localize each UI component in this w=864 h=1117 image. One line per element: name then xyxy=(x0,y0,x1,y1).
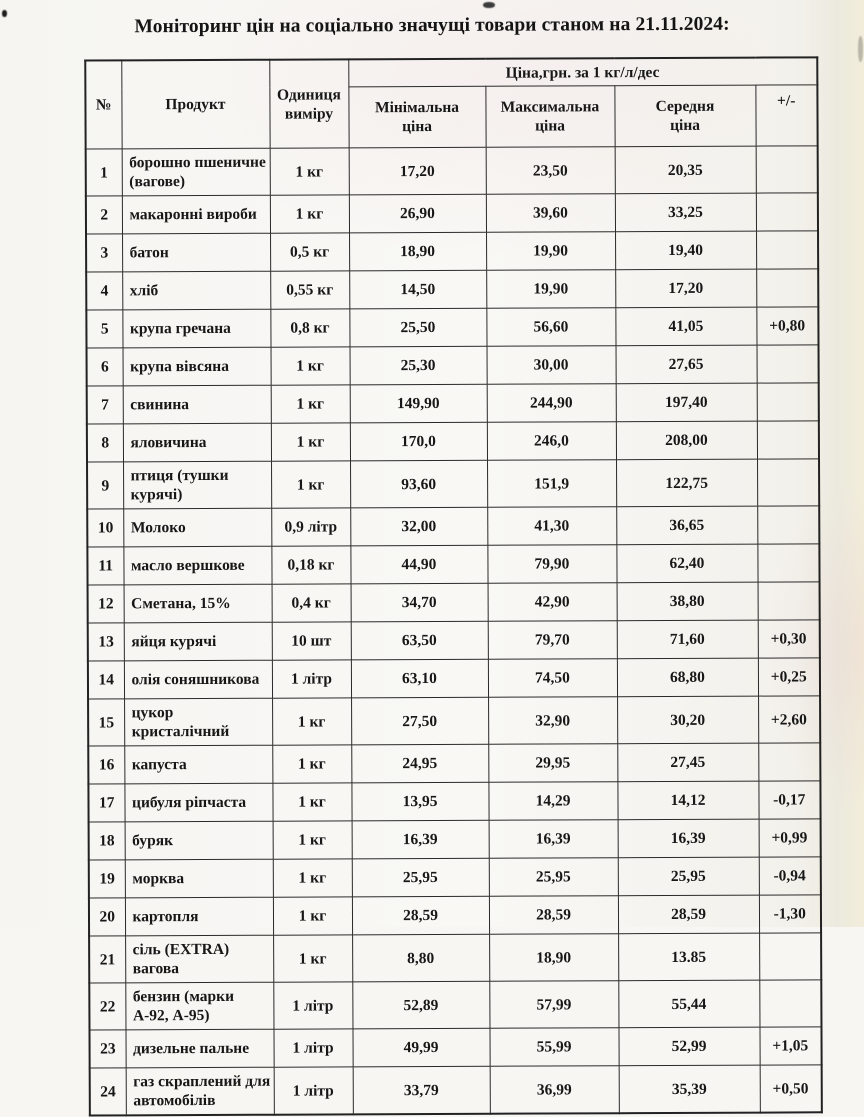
header-avg-price: Середня ціна xyxy=(614,85,755,147)
table-row xyxy=(86,307,818,348)
delta-cell xyxy=(756,193,818,231)
min-price-cell: 33,79 xyxy=(353,1066,490,1114)
max-price-cell: 30,00 xyxy=(487,346,616,385)
table-row xyxy=(89,895,821,936)
table-row xyxy=(88,743,820,784)
table-row xyxy=(90,1065,822,1116)
product-name-cell: морква xyxy=(125,859,273,898)
avg-price-cell: 197,40 xyxy=(616,383,757,422)
delta-cell xyxy=(758,582,820,620)
avg-price-cell: 20,35 xyxy=(615,146,756,194)
max-price-cell: 244,90 xyxy=(487,384,616,423)
min-price-cell: 63,50 xyxy=(351,621,488,660)
max-price-cell: 32,90 xyxy=(488,697,617,745)
unit-cell: 1 кг xyxy=(271,385,350,423)
avg-price-cell: 36,65 xyxy=(616,506,757,545)
unit-cell: 10 шт xyxy=(272,622,351,660)
min-price-cell: 93,60 xyxy=(350,460,487,508)
header-min-price: Мінімальна ціна xyxy=(348,86,485,148)
min-price-cell: 17,20 xyxy=(349,147,486,195)
product-name-cell: олія соняшникова xyxy=(124,660,272,699)
delta-cell xyxy=(757,345,819,383)
header-row-top xyxy=(85,57,817,88)
unit-cell: 1 літр xyxy=(273,982,352,1029)
max-price-cell: 41,30 xyxy=(487,507,616,546)
unit-cell: 1 кг xyxy=(273,821,352,859)
max-price-cell: 42,90 xyxy=(488,583,617,622)
delta-cell: -1,30 xyxy=(759,895,821,933)
table-row xyxy=(88,658,820,699)
unit-cell: 0,55 кг xyxy=(270,271,349,309)
row-number-cell: 9 xyxy=(87,462,123,509)
header-product: Продукт xyxy=(121,60,269,149)
min-price-cell: 24,95 xyxy=(351,744,488,783)
table-row xyxy=(87,421,819,462)
product-name-cell: борошно пшеничне (вагове) xyxy=(122,148,270,196)
unit-cell: 1 кг xyxy=(272,745,351,783)
row-number-cell: 11 xyxy=(87,547,123,585)
avg-price-cell: 17,20 xyxy=(615,269,756,308)
delta-cell: +0,99 xyxy=(759,819,821,857)
max-price-cell: 74,50 xyxy=(488,659,617,698)
avg-price-cell: 62,40 xyxy=(616,544,757,583)
unit-cell: 1 кг xyxy=(271,423,350,461)
avg-price-cell: 13.85 xyxy=(618,933,759,981)
table-header xyxy=(85,57,817,149)
row-number-cell: 7 xyxy=(87,386,123,424)
table-row xyxy=(89,933,821,983)
max-price-cell: 23,50 xyxy=(486,147,615,195)
product-name-cell: цибуля ріпчаста xyxy=(124,783,272,822)
row-number-cell: 13 xyxy=(88,623,124,661)
header-price-group: Ціна,грн. за 1 кг/л/дес xyxy=(348,57,817,87)
avg-price-cell: 27,65 xyxy=(616,345,757,384)
avg-price-cell: 19,40 xyxy=(615,231,756,270)
min-price-cell: 34,70 xyxy=(351,583,488,622)
row-number-cell: 15 xyxy=(88,699,124,746)
table-row xyxy=(88,620,820,661)
row-number-cell: 8 xyxy=(87,424,123,462)
header-number: № xyxy=(85,60,121,149)
unit-cell: 1 кг xyxy=(271,461,350,508)
row-number-cell: 6 xyxy=(87,348,123,386)
product-name-cell: макаронні вироби xyxy=(122,195,270,234)
table-row xyxy=(89,1027,821,1068)
unit-cell: 0,9 літр xyxy=(271,508,350,546)
max-price-cell: 25,95 xyxy=(489,858,618,897)
product-name-cell: буряк xyxy=(125,821,273,860)
min-price-cell: 14,50 xyxy=(349,270,486,309)
unit-cell: 0,4 кг xyxy=(272,584,351,622)
delta-cell: +0,50 xyxy=(760,1065,822,1113)
row-number-cell: 24 xyxy=(90,1068,126,1116)
min-price-cell: 8,80 xyxy=(352,934,489,982)
delta-cell xyxy=(756,269,818,307)
delta-cell xyxy=(757,506,819,544)
unit-cell: 1 кг xyxy=(273,859,352,897)
delta-cell xyxy=(757,459,819,506)
unit-cell: 1 кг xyxy=(272,698,351,745)
avg-price-cell: 208,00 xyxy=(616,421,757,460)
max-price-cell: 56,60 xyxy=(486,308,615,347)
max-price-cell: 16,39 xyxy=(489,820,618,859)
delta-cell: +1,05 xyxy=(759,1027,821,1065)
delta-cell: +2,60 xyxy=(758,696,820,743)
table-row xyxy=(87,506,819,547)
table-row xyxy=(89,819,821,860)
delta-cell xyxy=(759,933,821,980)
table-row xyxy=(86,269,818,310)
max-price-cell: 28,59 xyxy=(489,896,618,935)
avg-price-cell: 68,80 xyxy=(617,658,758,697)
min-price-cell: 63,10 xyxy=(351,659,488,698)
table-row xyxy=(88,781,820,822)
max-price-cell: 39,60 xyxy=(486,194,615,233)
max-price-cell: 79,90 xyxy=(487,545,616,584)
min-price-cell: 28,59 xyxy=(352,896,489,935)
product-name-cell: капуста xyxy=(124,745,272,784)
row-number-cell: 21 xyxy=(89,936,125,983)
avg-price-cell: 122,75 xyxy=(616,459,757,507)
unit-cell: 1 літр xyxy=(272,660,351,698)
row-number-cell: 20 xyxy=(89,898,125,936)
row-number-cell: 19 xyxy=(89,860,125,898)
min-price-cell: 25,50 xyxy=(349,308,486,347)
avg-price-cell: 52,99 xyxy=(618,1027,759,1066)
header-max-price: Максимальна ціна xyxy=(485,86,614,148)
avg-price-cell: 71,60 xyxy=(617,620,758,659)
product-name-cell: картопля xyxy=(125,897,273,936)
price-monitoring-table xyxy=(84,56,823,1116)
table-row xyxy=(86,231,818,272)
avg-price-cell: 30,20 xyxy=(617,696,758,744)
min-price-cell: 52,89 xyxy=(352,981,489,1029)
delta-cell: -0,94 xyxy=(759,857,821,895)
delta-cell xyxy=(757,383,819,421)
row-number-cell: 1 xyxy=(86,149,122,196)
unit-cell: 1 кг xyxy=(270,148,349,195)
row-number-cell: 14 xyxy=(88,661,124,699)
max-price-cell: 19,90 xyxy=(486,270,615,309)
min-price-cell: 16,39 xyxy=(352,820,489,859)
delta-cell xyxy=(757,544,819,582)
delta-cell: +0,30 xyxy=(758,620,820,658)
row-number-cell: 3 xyxy=(86,234,122,272)
table-row xyxy=(87,345,819,386)
product-name-cell: масло вершкове xyxy=(123,546,271,585)
table-row xyxy=(87,544,819,585)
unit-cell: 1 літр xyxy=(274,1067,353,1115)
delta-cell: -0,17 xyxy=(758,781,820,819)
unit-cell: 1 кг xyxy=(272,783,351,821)
table-row xyxy=(87,459,819,509)
avg-price-cell: 35,39 xyxy=(619,1065,760,1113)
avg-price-cell: 55,44 xyxy=(618,980,759,1028)
table-row xyxy=(86,193,818,234)
row-number-cell: 16 xyxy=(88,746,124,784)
min-price-cell: 25,95 xyxy=(352,858,489,897)
unit-cell: 0,5 кг xyxy=(270,233,349,271)
max-price-cell: 36,99 xyxy=(490,1066,619,1114)
table-row xyxy=(89,857,821,898)
min-price-cell: 18,90 xyxy=(349,232,486,271)
header-unit: Одиниця виміру xyxy=(269,59,348,148)
row-number-cell: 18 xyxy=(89,822,125,860)
min-price-cell: 149,90 xyxy=(350,384,487,423)
unit-cell: 1 кг xyxy=(273,897,352,935)
row-number-cell: 22 xyxy=(89,983,125,1030)
delta-cell: +0,25 xyxy=(758,658,820,696)
table-row xyxy=(88,582,820,623)
avg-price-cell: 16,39 xyxy=(618,819,759,858)
table-body xyxy=(86,146,822,1116)
unit-cell: 1 кг xyxy=(273,935,352,982)
avg-price-cell: 27,45 xyxy=(617,743,758,782)
delta-cell xyxy=(759,980,821,1027)
unit-cell: 1 кг xyxy=(270,195,349,233)
row-number-cell: 23 xyxy=(89,1030,125,1068)
row-number-cell: 17 xyxy=(88,784,124,822)
table-row xyxy=(87,383,819,424)
product-name-cell: яйця курячі xyxy=(124,622,272,661)
product-name-cell: свинина xyxy=(123,385,271,424)
table-row xyxy=(86,146,818,196)
max-price-cell: 79,70 xyxy=(488,621,617,660)
document-title: Моніторинг цін на соціально значущі товари станом на 21.11.2024: xyxy=(134,13,730,38)
avg-price-cell: 14,12 xyxy=(617,781,758,820)
header-delta: +/- xyxy=(755,85,817,146)
product-name-cell: цукор кристалічний xyxy=(124,698,272,746)
table-row xyxy=(89,980,821,1030)
row-number-cell: 2 xyxy=(86,196,122,234)
product-name-cell: Сметана, 15% xyxy=(124,584,272,623)
min-price-cell: 26,90 xyxy=(349,194,486,233)
product-name-cell: Молоко xyxy=(123,508,271,547)
row-number-cell: 4 xyxy=(86,272,122,310)
table-row xyxy=(88,696,820,746)
min-price-cell: 25,30 xyxy=(350,346,487,385)
product-name-cell: хліб xyxy=(122,271,270,310)
max-price-cell: 14,29 xyxy=(488,782,617,821)
max-price-cell: 29,95 xyxy=(488,744,617,783)
product-name-cell: дизельне пальне xyxy=(125,1029,273,1068)
avg-price-cell: 41,05 xyxy=(615,307,756,346)
delta-cell: +0,80 xyxy=(756,307,818,345)
product-name-cell: крупа вівсяна xyxy=(123,347,271,386)
delta-cell xyxy=(756,146,818,193)
row-number-cell: 12 xyxy=(88,585,124,623)
product-name-cell: сіль (EXTRA) вагова xyxy=(125,935,273,983)
max-price-cell: 19,90 xyxy=(486,232,615,271)
row-number-cell: 10 xyxy=(87,509,123,547)
product-name-cell: крупа гречана xyxy=(122,309,270,348)
max-price-cell: 246,0 xyxy=(487,422,616,461)
unit-cell: 0,18 кг xyxy=(271,546,350,584)
avg-price-cell: 33,25 xyxy=(615,193,756,232)
product-name-cell: яловичина xyxy=(123,423,271,462)
unit-cell: 0,8 кг xyxy=(270,309,349,347)
min-price-cell: 44,90 xyxy=(350,545,487,584)
max-price-cell: 151,9 xyxy=(487,460,616,508)
product-name-cell: птиця (тушки курячі) xyxy=(123,461,271,509)
max-price-cell: 55,99 xyxy=(489,1028,618,1067)
product-name-cell: газ скраплений для автомобілів xyxy=(126,1067,274,1115)
min-price-cell: 32,00 xyxy=(350,507,487,546)
product-name-cell: бензин (марки А-92, А-95) xyxy=(125,982,273,1030)
min-price-cell: 13,95 xyxy=(351,782,488,821)
avg-price-cell: 28,59 xyxy=(618,895,759,934)
unit-cell: 1 літр xyxy=(273,1029,352,1067)
product-name-cell: батон xyxy=(122,233,270,272)
max-price-cell: 57,99 xyxy=(489,981,618,1029)
unit-cell: 1 кг xyxy=(271,347,350,385)
min-price-cell: 49,99 xyxy=(352,1028,489,1067)
delta-cell xyxy=(757,421,819,459)
max-price-cell: 18,90 xyxy=(489,934,618,982)
row-number-cell: 5 xyxy=(86,310,122,348)
avg-price-cell: 25,95 xyxy=(618,857,759,896)
min-price-cell: 170,0 xyxy=(350,422,487,461)
delta-cell xyxy=(758,743,820,781)
min-price-cell: 27,50 xyxy=(351,697,488,745)
avg-price-cell: 38,80 xyxy=(617,582,758,621)
delta-cell xyxy=(756,231,818,269)
